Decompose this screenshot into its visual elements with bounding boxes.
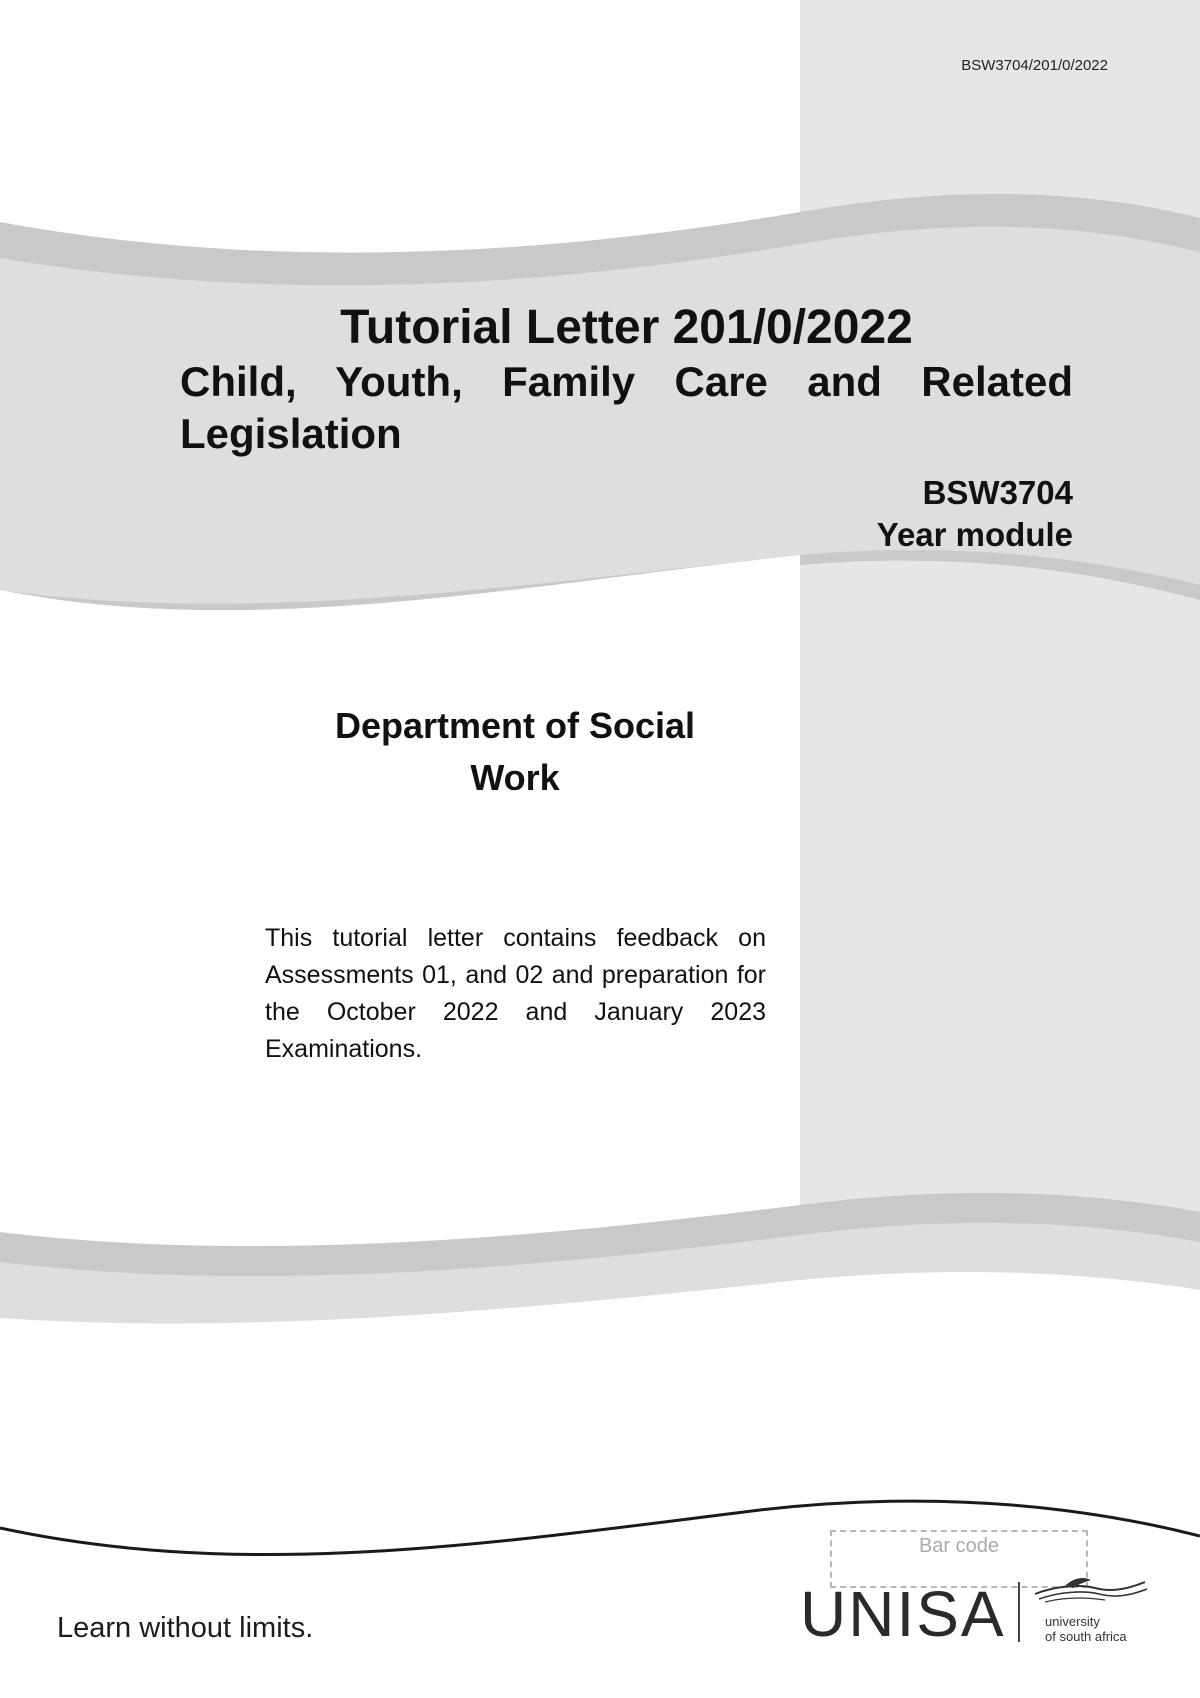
department-line-1: Department of Social — [334, 705, 696, 746]
department-name — [280, 700, 750, 804]
tutorial-letter-title: Tutorial Letter 201/0/2022 — [340, 301, 913, 354]
document-reference: BSW3704/201/0/2022 — [961, 57, 1108, 74]
module-code: BSW3704 — [922, 474, 1073, 511]
slogan: Learn without limits. — [57, 1612, 314, 1644]
logo-divider — [1018, 1582, 1020, 1642]
logo-tagline-line-1: university — [1045, 1614, 1100, 1629]
letter-description: This tutorial letter contains feedback on Assessments 01, and 02 and preparation for the October 2022 and January 2023 Examinations. — [265, 924, 766, 1063]
module-type: Year module — [876, 516, 1073, 553]
department-line-2: Work — [470, 757, 560, 798]
white-wave-mid — [0, 555, 800, 1239]
logo-tagline-line-2: of south africa — [1045, 1629, 1127, 1644]
logo-wordmark: UNISA — [800, 1578, 1006, 1650]
title-block — [180, 300, 1073, 556]
logo-tagline — [1045, 1614, 1127, 1644]
barcode-placeholder: Bar code — [830, 1530, 1088, 1588]
bird-emblem-icon — [1025, 1572, 1150, 1612]
module-subtitle: Child, Youth, Family Care and Related Legislation — [180, 358, 1073, 457]
unisa-logo — [800, 1576, 1150, 1656]
